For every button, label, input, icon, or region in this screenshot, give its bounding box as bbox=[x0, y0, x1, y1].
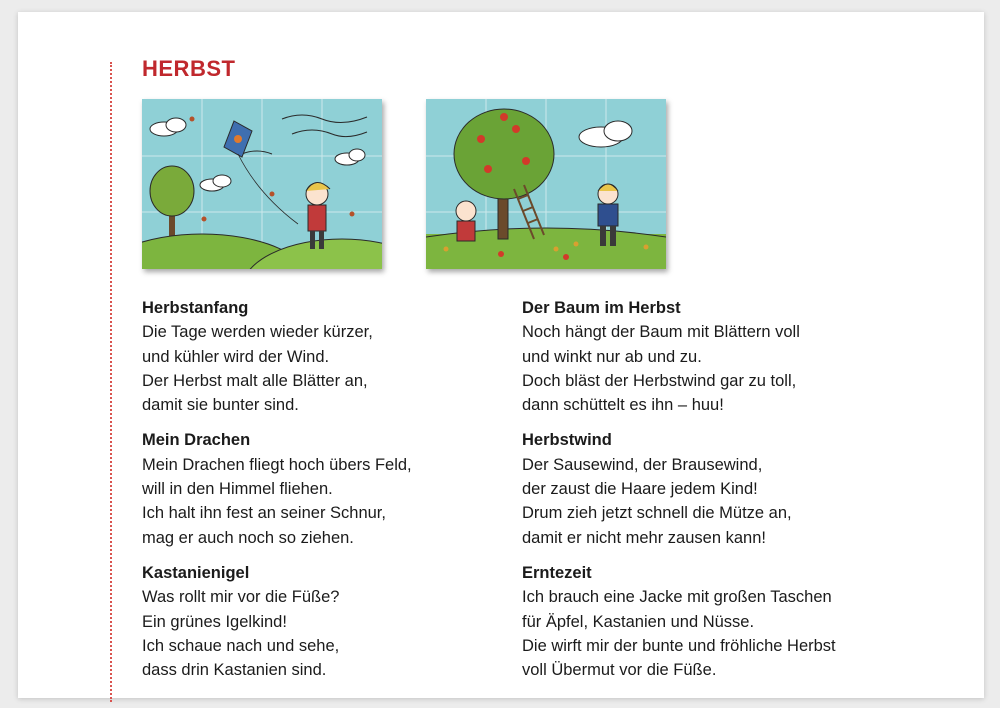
poems-left-column bbox=[142, 296, 522, 693]
kite-scene-image bbox=[142, 99, 382, 269]
page-card bbox=[18, 12, 984, 698]
poem-line: Doch bläst der Herbstwind gar zu toll, bbox=[522, 371, 797, 390]
poem-title: Erntezeit bbox=[522, 563, 592, 582]
poem-line: Ich halt ihn fest an seiner Schnur, bbox=[142, 504, 386, 523]
poem-line: Die Tage werden wieder kürzer, bbox=[142, 323, 373, 342]
poem-line: Noch hängt der Baum mit Blättern voll bbox=[522, 323, 800, 342]
poem-line: und kühler wird der Wind. bbox=[142, 347, 330, 366]
poem-herbstwind bbox=[522, 428, 902, 549]
poem-line: Ich brauch eine Jacke mit großen Taschen bbox=[522, 588, 832, 607]
poem-line: Was rollt mir vor die Füße? bbox=[142, 588, 340, 607]
poem-erntezeit bbox=[522, 561, 902, 682]
poem-line: will in den Himmel fliehen. bbox=[142, 480, 333, 499]
poem-line: voll Übermut vor die Füße. bbox=[522, 661, 717, 680]
poem-line: dass drin Kastanien sind. bbox=[142, 661, 327, 680]
poem-title: Herbstanfang bbox=[142, 299, 249, 317]
apple-tree-scene-illustration bbox=[426, 99, 666, 269]
poem-line: Der Herbst malt alle Blätter an, bbox=[142, 371, 368, 390]
dotted-margin-line bbox=[110, 62, 112, 702]
poem-line: damit er nicht mehr zausen kann! bbox=[522, 528, 766, 547]
poem-line: Drum zieh jetzt schnell die Mütze an, bbox=[522, 504, 792, 523]
poem-line: Ein grünes Igelkind! bbox=[142, 612, 287, 631]
poem-line: Ich schaue nach und sehe, bbox=[142, 636, 340, 655]
poem-herbstanfang bbox=[142, 296, 522, 417]
apple-tree-scene-image bbox=[426, 99, 666, 269]
poem-title: Herbstwind bbox=[522, 431, 612, 450]
poem-line: Die wirft mir der bunte und fröhliche Herbst bbox=[522, 636, 836, 655]
poem-title: Mein Drachen bbox=[142, 431, 251, 450]
poem-line: für Äpfel, Kastanien und Nüsse. bbox=[522, 612, 755, 631]
poem-title: Der Baum im Herbst bbox=[522, 299, 681, 317]
page-title: HERBST bbox=[142, 56, 236, 81]
poem-line: dann schüttelt es ihn – huu! bbox=[522, 396, 724, 415]
poem-line: mag er auch noch so ziehen. bbox=[142, 528, 354, 547]
poem-line: und winkt nur ab und zu. bbox=[522, 347, 702, 366]
poem-line: Der Sausewind, der Brausewind, bbox=[522, 455, 763, 474]
poem-kastanienigel bbox=[142, 561, 522, 682]
poem-line: Mein Drachen fliegt hoch übers Feld, bbox=[142, 455, 412, 474]
poem-line: der zaust die Haare jedem Kind! bbox=[522, 480, 758, 499]
poem-mein-drachen bbox=[142, 428, 522, 549]
poem-title: Kastanienigel bbox=[142, 563, 250, 582]
poem-der-baum-im-herbst bbox=[522, 296, 902, 417]
kite-scene-illustration bbox=[142, 99, 382, 269]
poems-right-column bbox=[522, 296, 902, 693]
poem-line: damit sie bunter sind. bbox=[142, 396, 299, 415]
